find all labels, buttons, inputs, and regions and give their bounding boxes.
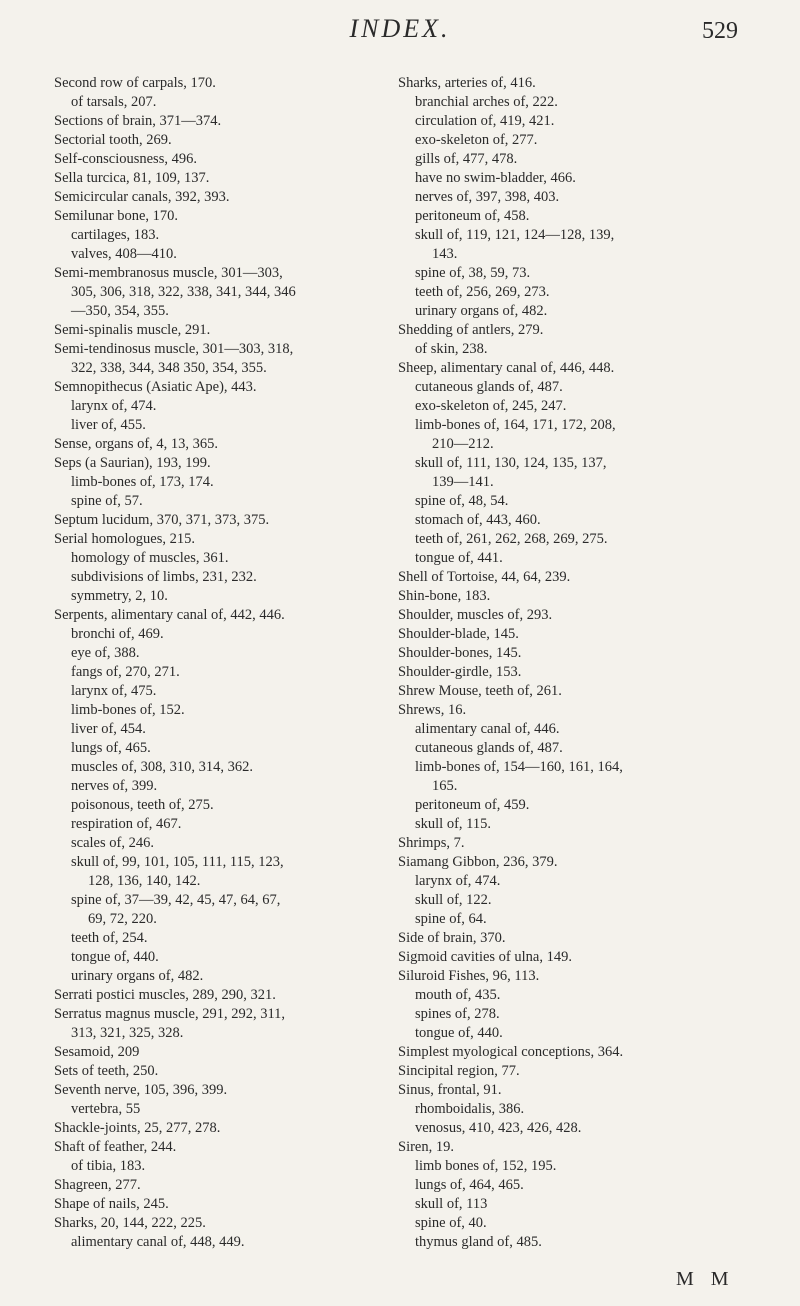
index-entry: alimentary canal of, 448, 449. [71,1234,245,1250]
index-entry: venosus, 410, 423, 426, 428. [415,1120,582,1136]
index-entry: limb-bones of, 152. [71,702,185,718]
index-entry: skull of, 115. [415,816,491,832]
index-entry: tongue of, 441. [415,550,503,566]
index-entry: limb-bones of, 164, 171, 172, 208, [415,417,616,433]
index-entry: Shoulder-girdle, 153. [398,664,522,680]
page-header [0,0,800,60]
index-entry: limb-bones of, 173, 174. [71,474,214,490]
index-entry: vertebra, 55 [71,1101,141,1117]
index-entry: Siamang Gibbon, 236, 379. [398,854,558,870]
index-entry: urinary organs of, 482. [71,968,204,984]
index-entry: tongue of, 440. [71,949,159,965]
index-entry: have no swim-bladder, 466. [415,170,576,186]
index-entry: 69, 72, 220. [88,911,157,927]
index-entry: Semnopithecus (Asiatic Ape), 443. [54,379,257,395]
index-entry: peritoneum of, 458. [415,208,530,224]
index-entry: Side of brain, 370. [398,930,506,946]
index-entry: larynx of, 475. [71,683,157,699]
index-entry: gills of, 477, 478. [415,151,518,167]
index-column-left [54,74,394,1252]
index-entry: cutaneous glands of, 487. [415,379,563,395]
signature-mark: M M [676,1268,735,1290]
index-entry: Serpents, alimentary canal of, 442, 446. [54,607,285,623]
index-entry: thymus gland of, 485. [415,1234,542,1250]
index-entry: scales of, 246. [71,835,154,851]
index-entry: Shin-bone, 183. [398,588,491,604]
index-entry: teeth of, 254. [71,930,148,946]
index-entry: tongue of, 440. [415,1025,503,1041]
index-entry: skull of, 111, 130, 124, 135, 137, [415,455,607,471]
index-entry: 305, 306, 318, 322, 338, 341, 344, 346 [71,284,296,300]
index-entry: —350, 354, 355. [71,303,169,319]
index-entry: Second row of carpals, 170. [54,75,216,91]
index-entry: of skin, 238. [415,341,488,357]
index-entry: Shackle-joints, 25, 277, 278. [54,1120,221,1136]
index-entry: respiration of, 467. [71,816,182,832]
index-entry: Seventh nerve, 105, 396, 399. [54,1082,228,1098]
index-entry: Serratus magnus muscle, 291, 292, 311, [54,1006,286,1022]
index-entry: spine of, 57. [71,493,143,509]
page-number: 529 [702,18,738,44]
index-entry: Sinus, frontal, 91. [398,1082,502,1098]
index-entry: poisonous, teeth of, 275. [71,797,214,813]
index-entry: spine of, 40. [415,1215,487,1231]
index-entry: Sets of teeth, 250. [54,1063,159,1079]
index-entry: 210—212. [432,436,494,452]
index-entry: Shoulder-blade, 145. [398,626,519,642]
index-entry: cartilages, 183. [71,227,160,243]
index-entry: 139—141. [432,474,494,490]
index-entry: limb bones of, 152, 195. [415,1158,557,1174]
index-entry: Shrews, 16. [398,702,467,718]
index-entry: Sella turcica, 81, 109, 137. [54,170,210,186]
index-entry: of tarsals, 207. [71,94,157,110]
index-entry: Serrati postici muscles, 289, 290, 321. [54,987,276,1003]
index-entry: Shrimps, 7. [398,835,465,851]
index-entry: Sheep, alimentary canal of, 446, 448. [398,360,615,376]
index-entry: rhomboidalis, 386. [415,1101,525,1117]
index-entry: Semicircular canals, 392, 393. [54,189,230,205]
index-entry: Shedding of antlers, 279. [398,322,544,338]
index-entry: stomach of, 443, 460. [415,512,541,528]
index-entry: Shaft of feather, 244. [54,1139,177,1155]
index-entry: exo-skeleton of, 245, 247. [415,398,567,414]
index-entry: Septum lucidum, 370, 371, 373, 375. [54,512,270,528]
index-entry: spine of, 48, 54. [415,493,509,509]
index-entry: nerves of, 399. [71,778,158,794]
index-entry: 128, 136, 140, 142. [88,873,201,889]
index-entry: teeth of, 256, 269, 273. [415,284,550,300]
index-entry: skull of, 99, 101, 105, 111, 115, 123, [71,854,284,870]
index-entry: symmetry, 2, 10. [71,588,168,604]
index-entry: alimentary canal of, 446. [415,721,560,737]
index-entry: eye of, 388. [71,645,140,661]
index-entry: Sharks, 20, 144, 222, 225. [54,1215,206,1231]
index-entry: Sections of brain, 371—374. [54,113,222,129]
index-entry: Shape of nails, 245. [54,1196,169,1212]
index-column-right [398,74,778,1252]
index-entry: Semi-membranosus muscle, 301—303, [54,265,283,281]
index-entry: 143. [432,246,458,262]
index-entry: branchial arches of, 222. [415,94,558,110]
index-entry: Sigmoid cavities of ulna, 149. [398,949,572,965]
index-entry: teeth of, 261, 262, 268, 269, 275. [415,531,608,547]
index-entry: Semi-tendinosus muscle, 301—303, 318, [54,341,294,357]
index-entry: of tibia, 183. [71,1158,146,1174]
index-entry: liver of, 454. [71,721,146,737]
index-entry: Sharks, arteries of, 416. [398,75,536,91]
index-entry: liver of, 455. [71,417,146,433]
index-entry: Seps (a Saurian), 193, 199. [54,455,211,471]
index-entry: Siren, 19. [398,1139,454,1155]
index-entry: valves, 408—410. [71,246,177,262]
index-entry: 165. [432,778,458,794]
index-entry: 322, 338, 344, 348 350, 354, 355. [71,360,267,376]
index-entry: nerves of, 397, 398, 403. [415,189,560,205]
index-entry: Serial homologues, 215. [54,531,195,547]
index-entry: Shagreen, 277. [54,1177,141,1193]
index-entry: bronchi of, 469. [71,626,164,642]
index-entry: Semi-spinalis muscle, 291. [54,322,211,338]
index-entry: skull of, 113 [415,1196,488,1212]
index-entry: lungs of, 465. [71,740,151,756]
index-entry: larynx of, 474. [71,398,157,414]
index-entry: spines of, 278. [415,1006,500,1022]
index-entry: Shrew Mouse, teeth of, 261. [398,683,562,699]
index-entry: spine of, 38, 59, 73. [415,265,531,281]
index-entry: skull of, 122. [415,892,492,908]
index-entry: Semilunar bone, 170. [54,208,179,224]
index-entry: skull of, 119, 121, 124—128, 139, [415,227,615,243]
index-entry: limb-bones of, 154—160, 161, 164, [415,759,623,775]
index-entry: urinary organs of, 482. [415,303,548,319]
index-entry: Simplest myological conceptions, 364. [398,1044,624,1060]
index-entry: Sincipital region, 77. [398,1063,520,1079]
index-entry: circulation of, 419, 421. [415,113,555,129]
index-entry: spine of, 64. [415,911,487,927]
index-entry: exo-skeleton of, 277. [415,132,538,148]
index-entry: muscles of, 308, 310, 314, 362. [71,759,254,775]
index-entry: Shoulder-bones, 145. [398,645,522,661]
index-entry: Shell of Tortoise, 44, 64, 239. [398,569,571,585]
index-entry: homology of muscles, 361. [71,550,229,566]
index-entry: Shoulder, muscles of, 293. [398,607,553,623]
index-entry: larynx of, 474. [415,873,501,889]
index-entry: lungs of, 464, 465. [415,1177,524,1193]
index-entry: Self-consciousness, 496. [54,151,197,167]
index-entry: Sectorial tooth, 269. [54,132,172,148]
index-entry: cutaneous glands of, 487. [415,740,563,756]
index-entry: spine of, 37—39, 42, 45, 47, 64, 67, [71,892,281,908]
index-entry: fangs of, 270, 271. [71,664,180,680]
index-entry: 313, 321, 325, 328. [71,1025,184,1041]
index-entry: Sesamoid, 209 [54,1044,140,1060]
index-entry: subdivisions of limbs, 231, 232. [71,569,257,585]
index-entry: Sense, organs of, 4, 13, 365. [54,436,219,452]
index-entry: peritoneum of, 459. [415,797,530,813]
index-entry: Siluroid Fishes, 96, 113. [398,968,540,984]
index-entry: mouth of, 435. [415,987,501,1003]
index-title: INDEX. [349,14,451,43]
